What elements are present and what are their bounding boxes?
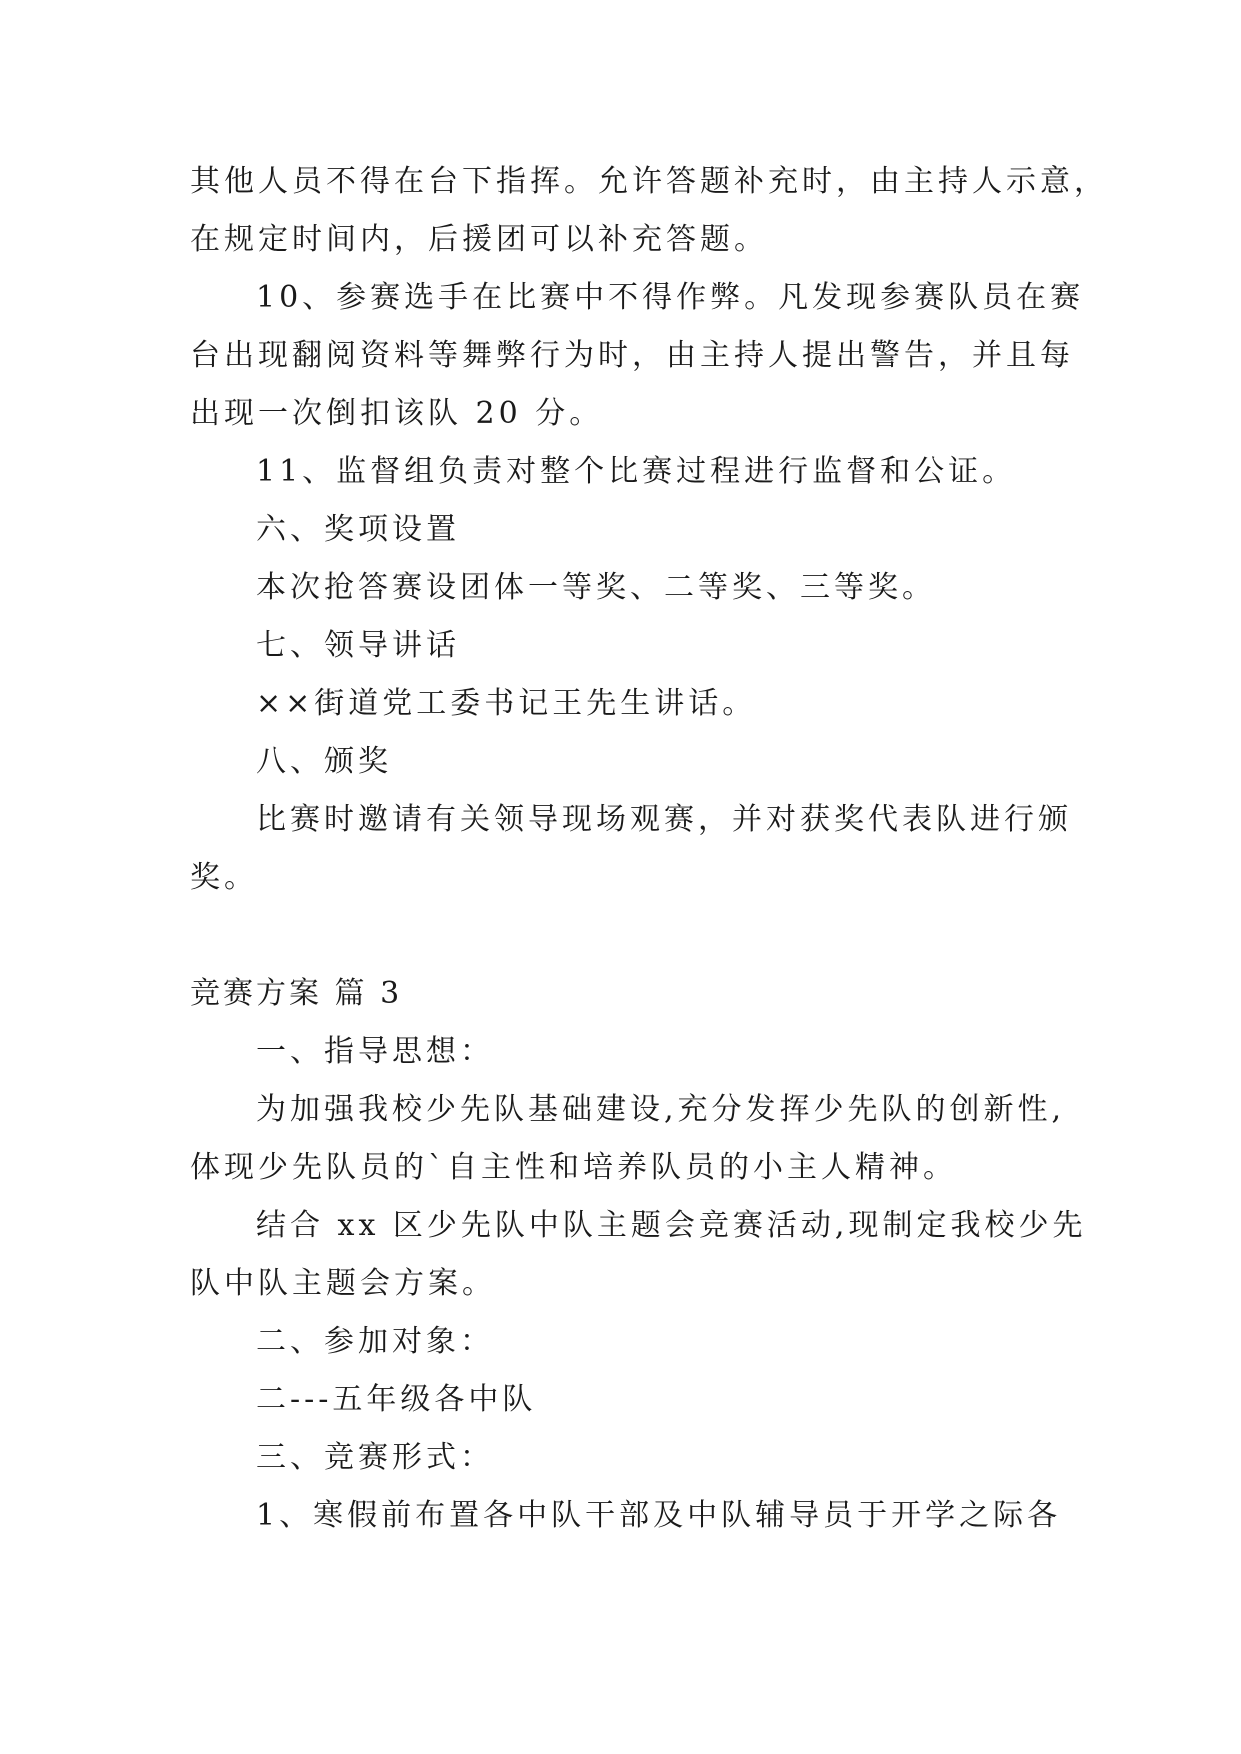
paragraph-line: 10、参赛选手在比赛中不得作弊。凡发现参赛队员在赛 (256, 280, 1085, 315)
section-heading: 一、指导思想： (256, 1034, 494, 1069)
paragraph-line: 11、监督组负责对整个比赛过程进行监督和公证。 (256, 454, 1017, 489)
paragraph-line: 奖。 (190, 860, 258, 895)
paragraph-line: 在规定时间内，后援团可以补充答题。 (190, 222, 768, 257)
paragraph-line: 体现少先队员的`自主性和培养队员的小主人精神。 (190, 1150, 957, 1185)
paragraph-line: 比赛时邀请有关领导现场观赛，并对获奖代表队进行颁 (256, 802, 1072, 837)
paragraph-line: ××街道党工委书记王先生讲话。 (256, 686, 757, 721)
paragraph-line: 二---五年级各中队 (256, 1382, 537, 1417)
section-heading: 六、奖项设置 (256, 512, 460, 547)
section-heading: 二、参加对象： (256, 1324, 494, 1359)
paragraph-line: 本次抢答赛设团体一等奖、二等奖、三等奖。 (256, 570, 936, 605)
paragraph-line: 其他人员不得在台下指挥。允许答题补充时，由主持人示意， (190, 164, 1108, 199)
paragraph-line: 为加强我校少先队基础建设,充分发挥少先队的创新性, (256, 1092, 1066, 1127)
chapter-title: 竞赛方案 篇 3 (190, 976, 403, 1011)
section-heading: 三、竞赛形式： (256, 1440, 494, 1475)
paragraph-line: 1、寒假前布置各中队干部及中队辅导员于开学之际各 (256, 1498, 1062, 1533)
section-heading: 八、颁奖 (256, 744, 392, 779)
section-heading: 七、领导讲话 (256, 628, 460, 663)
paragraph-line: 队中队主题会方案。 (190, 1266, 496, 1301)
paragraph-line: 台出现翻阅资料等舞弊行为时，由主持人提出警告，并且每 (190, 338, 1074, 373)
paragraph-line: 结合 xx 区少先队中队主题会竞赛活动,现制定我校少先 (256, 1208, 1087, 1243)
paragraph-line: 出现一次倒扣该队 20 分。 (190, 396, 604, 431)
